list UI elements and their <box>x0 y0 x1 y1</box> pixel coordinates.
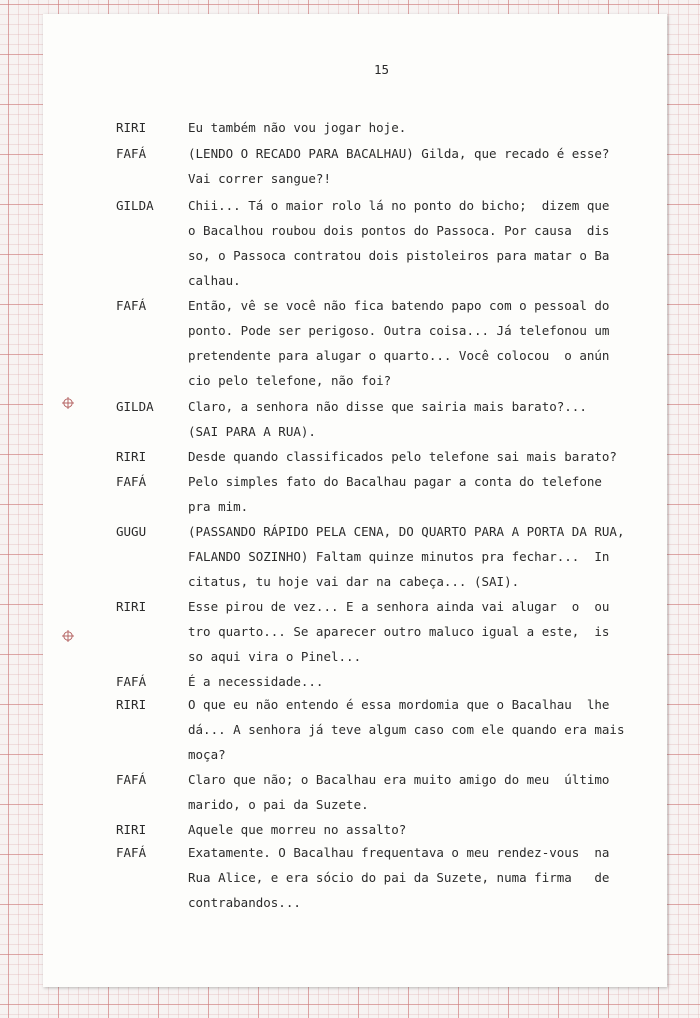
dialogue-line: Vai correr sangue?! <box>188 171 331 186</box>
dialogue-line: É a necessidade... <box>188 674 324 689</box>
dialogue-line: so, o Passoca contratou dois pistoleiros para matar o Ba <box>188 248 610 263</box>
speaker-name: GILDA <box>116 399 154 414</box>
speaker-name: FAFÁ <box>116 772 147 787</box>
dialogue-line: Pelo simples fato do Bacalhau pagar a conta do telefone <box>188 474 602 489</box>
dialogue-line: (SAI PARA A RUA). <box>188 424 316 439</box>
dialogue-line: calhau. <box>188 273 241 288</box>
speaker-name: GUGU <box>116 524 147 539</box>
dialogue-line: tro quarto... Se aparecer outro maluco igual a este, is <box>188 624 610 639</box>
dialogue-line: FALANDO SOZINHO) Faltam quinze minutos pra fechar... In <box>188 549 610 564</box>
dialogue-line: moça? <box>188 747 226 762</box>
dialogue-line: Chii... Tá o maior rolo lá no ponto do bicho; dizem que <box>188 198 610 213</box>
dialogue-line: (LENDO O RECADO PARA BACALHAU) Gilda, que recado é esse? <box>188 146 610 161</box>
speaker-name: RIRI <box>116 822 147 837</box>
dialogue-line: Rua Alice, e era sócio do pai da Suzete, numa firma de <box>188 870 610 885</box>
dialogue-line: Eu também não vou jogar hoje. <box>188 120 407 135</box>
dialogue-line: Esse pirou de vez... E a senhora ainda vai alugar o ou <box>188 599 610 614</box>
dialogue-line: Exatamente. O Bacalhau frequentava o meu rendez-vous na <box>188 845 610 860</box>
speaker-name: FAFÁ <box>116 845 147 860</box>
speaker-name: FAFÁ <box>116 474 147 489</box>
speaker-name: RIRI <box>116 449 147 464</box>
speaker-name: RIRI <box>116 120 147 135</box>
dialogue-line: cio pelo telefone, não foi? <box>188 373 392 388</box>
dialogue-line: O que eu não entendo é essa mordomia que o Bacalhau lhe <box>188 697 610 712</box>
dialogue-line: Então, vê se você não fica batendo papo com o pessoal do <box>188 298 610 313</box>
dialogue-line: (PASSANDO RÁPIDO PELA CENA, DO QUARTO PARA A PORTA DA RUA, <box>188 524 625 539</box>
dialogue-line: citatus, tu hoje vai dar na cabeça... (SAI). <box>188 574 520 589</box>
speaker-name: GILDA <box>116 198 154 213</box>
dialogue-line: so aqui vira o Pinel... <box>188 649 362 664</box>
dialogue-line: o Bacalhou roubou dois pontos do Passoca. Por causa dis <box>188 223 610 238</box>
dialogue-line: Aquele que morreu no assalto? <box>188 822 407 837</box>
speaker-name: RIRI <box>116 599 147 614</box>
speaker-name: FAFÁ <box>116 674 147 689</box>
dialogue-line: pra mim. <box>188 499 249 514</box>
speaker-name: RIRI <box>116 697 147 712</box>
dialogue-line: ponto. Pode ser perigoso. Outra coisa... Já telefonou um <box>188 323 610 338</box>
speaker-name: FAFÁ <box>116 298 147 313</box>
page-number: 15 <box>374 62 390 77</box>
speaker-name: FAFÁ <box>116 146 147 161</box>
dialogue-line: Claro que não; o Bacalhau era muito amigo do meu último <box>188 772 610 787</box>
dialogue-line: marido, o pai da Suzete. <box>188 797 369 812</box>
dialogue-line: pretendente para alugar o quarto... Você colocou o anún <box>188 348 610 363</box>
dialogue-line: contrabandos... <box>188 895 301 910</box>
dialogue-line: dá... A senhora já teve algum caso com ele quando era mais <box>188 722 625 737</box>
dialogue-line: Claro, a senhora não disse que sairia mais barato?... <box>188 399 587 414</box>
dialogue-line: Desde quando classificados pelo telefone sai mais barato? <box>188 449 617 464</box>
